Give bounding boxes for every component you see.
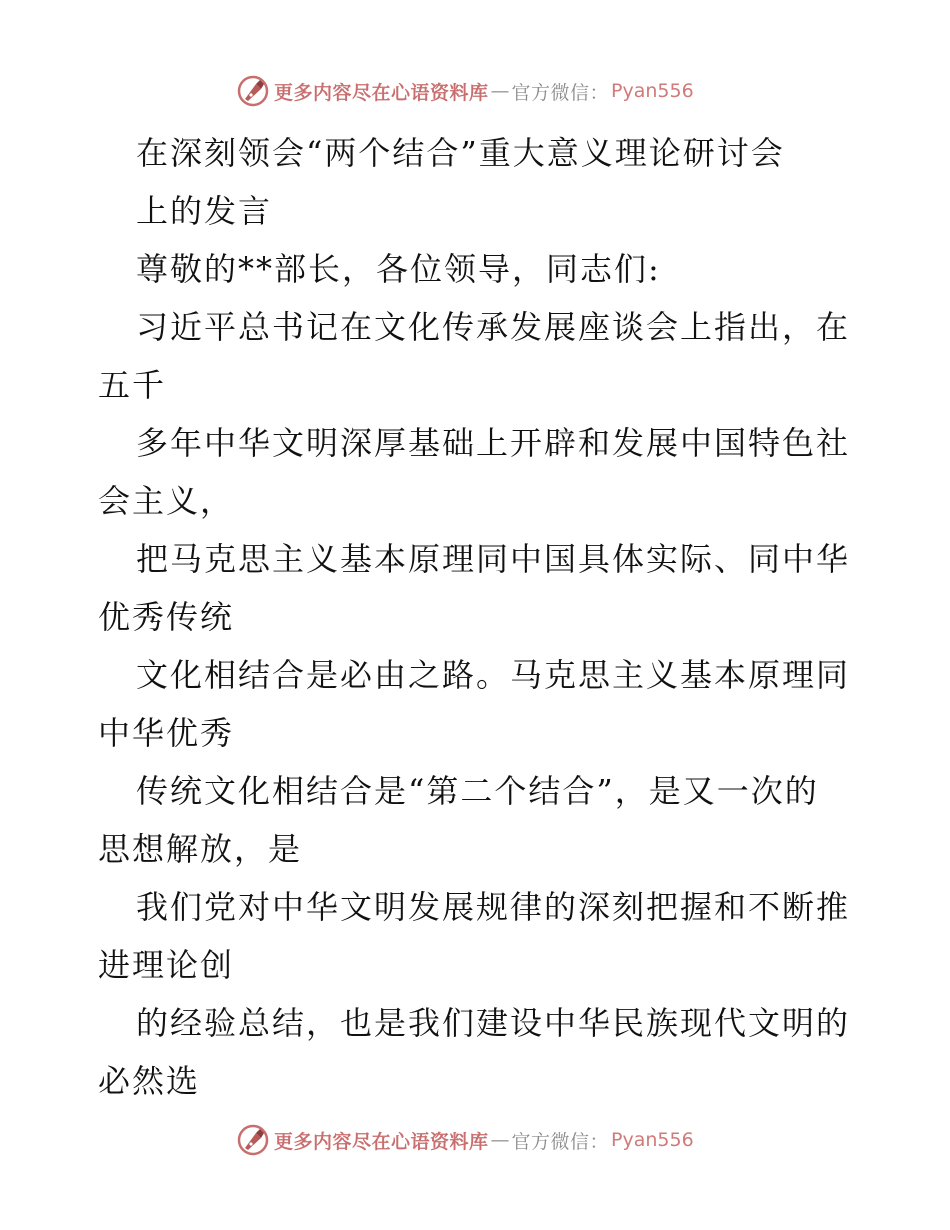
paragraph-line: 传统文化相结合是“第二个结合”，是又一次的 bbox=[136, 772, 819, 810]
paragraph-line: 多年中华文明深厚基础上开辟和发展中国特色社 bbox=[136, 424, 851, 462]
header-watermark bbox=[236, 74, 694, 108]
paragraph-line: 习近平总书记在文化传承发展座谈会上指出，在 bbox=[136, 308, 851, 346]
paragraph-line: 优秀传统 bbox=[98, 598, 235, 636]
paragraph-line: 我们党对中华文明发展规律的深刻把握和不断推 bbox=[136, 888, 851, 926]
paragraph-line: 中华优秀 bbox=[98, 714, 235, 752]
document-body bbox=[98, 124, 858, 1110]
salutation-line: 尊敬的**部长，各位领导，同志们: bbox=[136, 250, 661, 288]
watermark-dash: — bbox=[490, 80, 510, 102]
footer-watermark bbox=[236, 1123, 694, 1157]
paragraph-line: 会主义， bbox=[98, 482, 235, 520]
watermark-wechat-id: Pyan556 bbox=[611, 1129, 694, 1151]
paragraph-line: 五千 bbox=[98, 366, 167, 404]
paragraph-line: 的经验总结，也是我们建设中华民族现代文明的 bbox=[136, 1004, 851, 1042]
watermark-contact-label: 官方微信： bbox=[511, 1130, 610, 1153]
paragraph-line: 思想解放，是 bbox=[98, 830, 303, 868]
watermark-brand-text: 更多内容尽在心语资料库 bbox=[274, 81, 489, 104]
paragraph-line: 进理论创 bbox=[98, 946, 235, 984]
pen-nib-logo-icon bbox=[236, 74, 270, 108]
paragraph-line: 文化相结合是必由之路。马克思主义基本原理同 bbox=[136, 656, 851, 694]
watermark-brand-text: 更多内容尽在心语资料库 bbox=[274, 1130, 489, 1153]
paragraph-line: 必然选 bbox=[98, 1062, 201, 1100]
pen-nib-logo-icon bbox=[236, 1123, 270, 1157]
watermark-dash: — bbox=[490, 1129, 510, 1151]
watermark-wechat-id: Pyan556 bbox=[611, 80, 694, 102]
watermark-contact-label: 官方微信： bbox=[511, 81, 610, 104]
paragraph-line: 把马克思主义基本原理同中国具体实际、同中华 bbox=[136, 540, 851, 578]
document-title-line-1: 在深刻领会“两个结合”重大意义理论研讨会 bbox=[136, 134, 785, 172]
document-title-line-2: 上的发言 bbox=[136, 192, 273, 230]
